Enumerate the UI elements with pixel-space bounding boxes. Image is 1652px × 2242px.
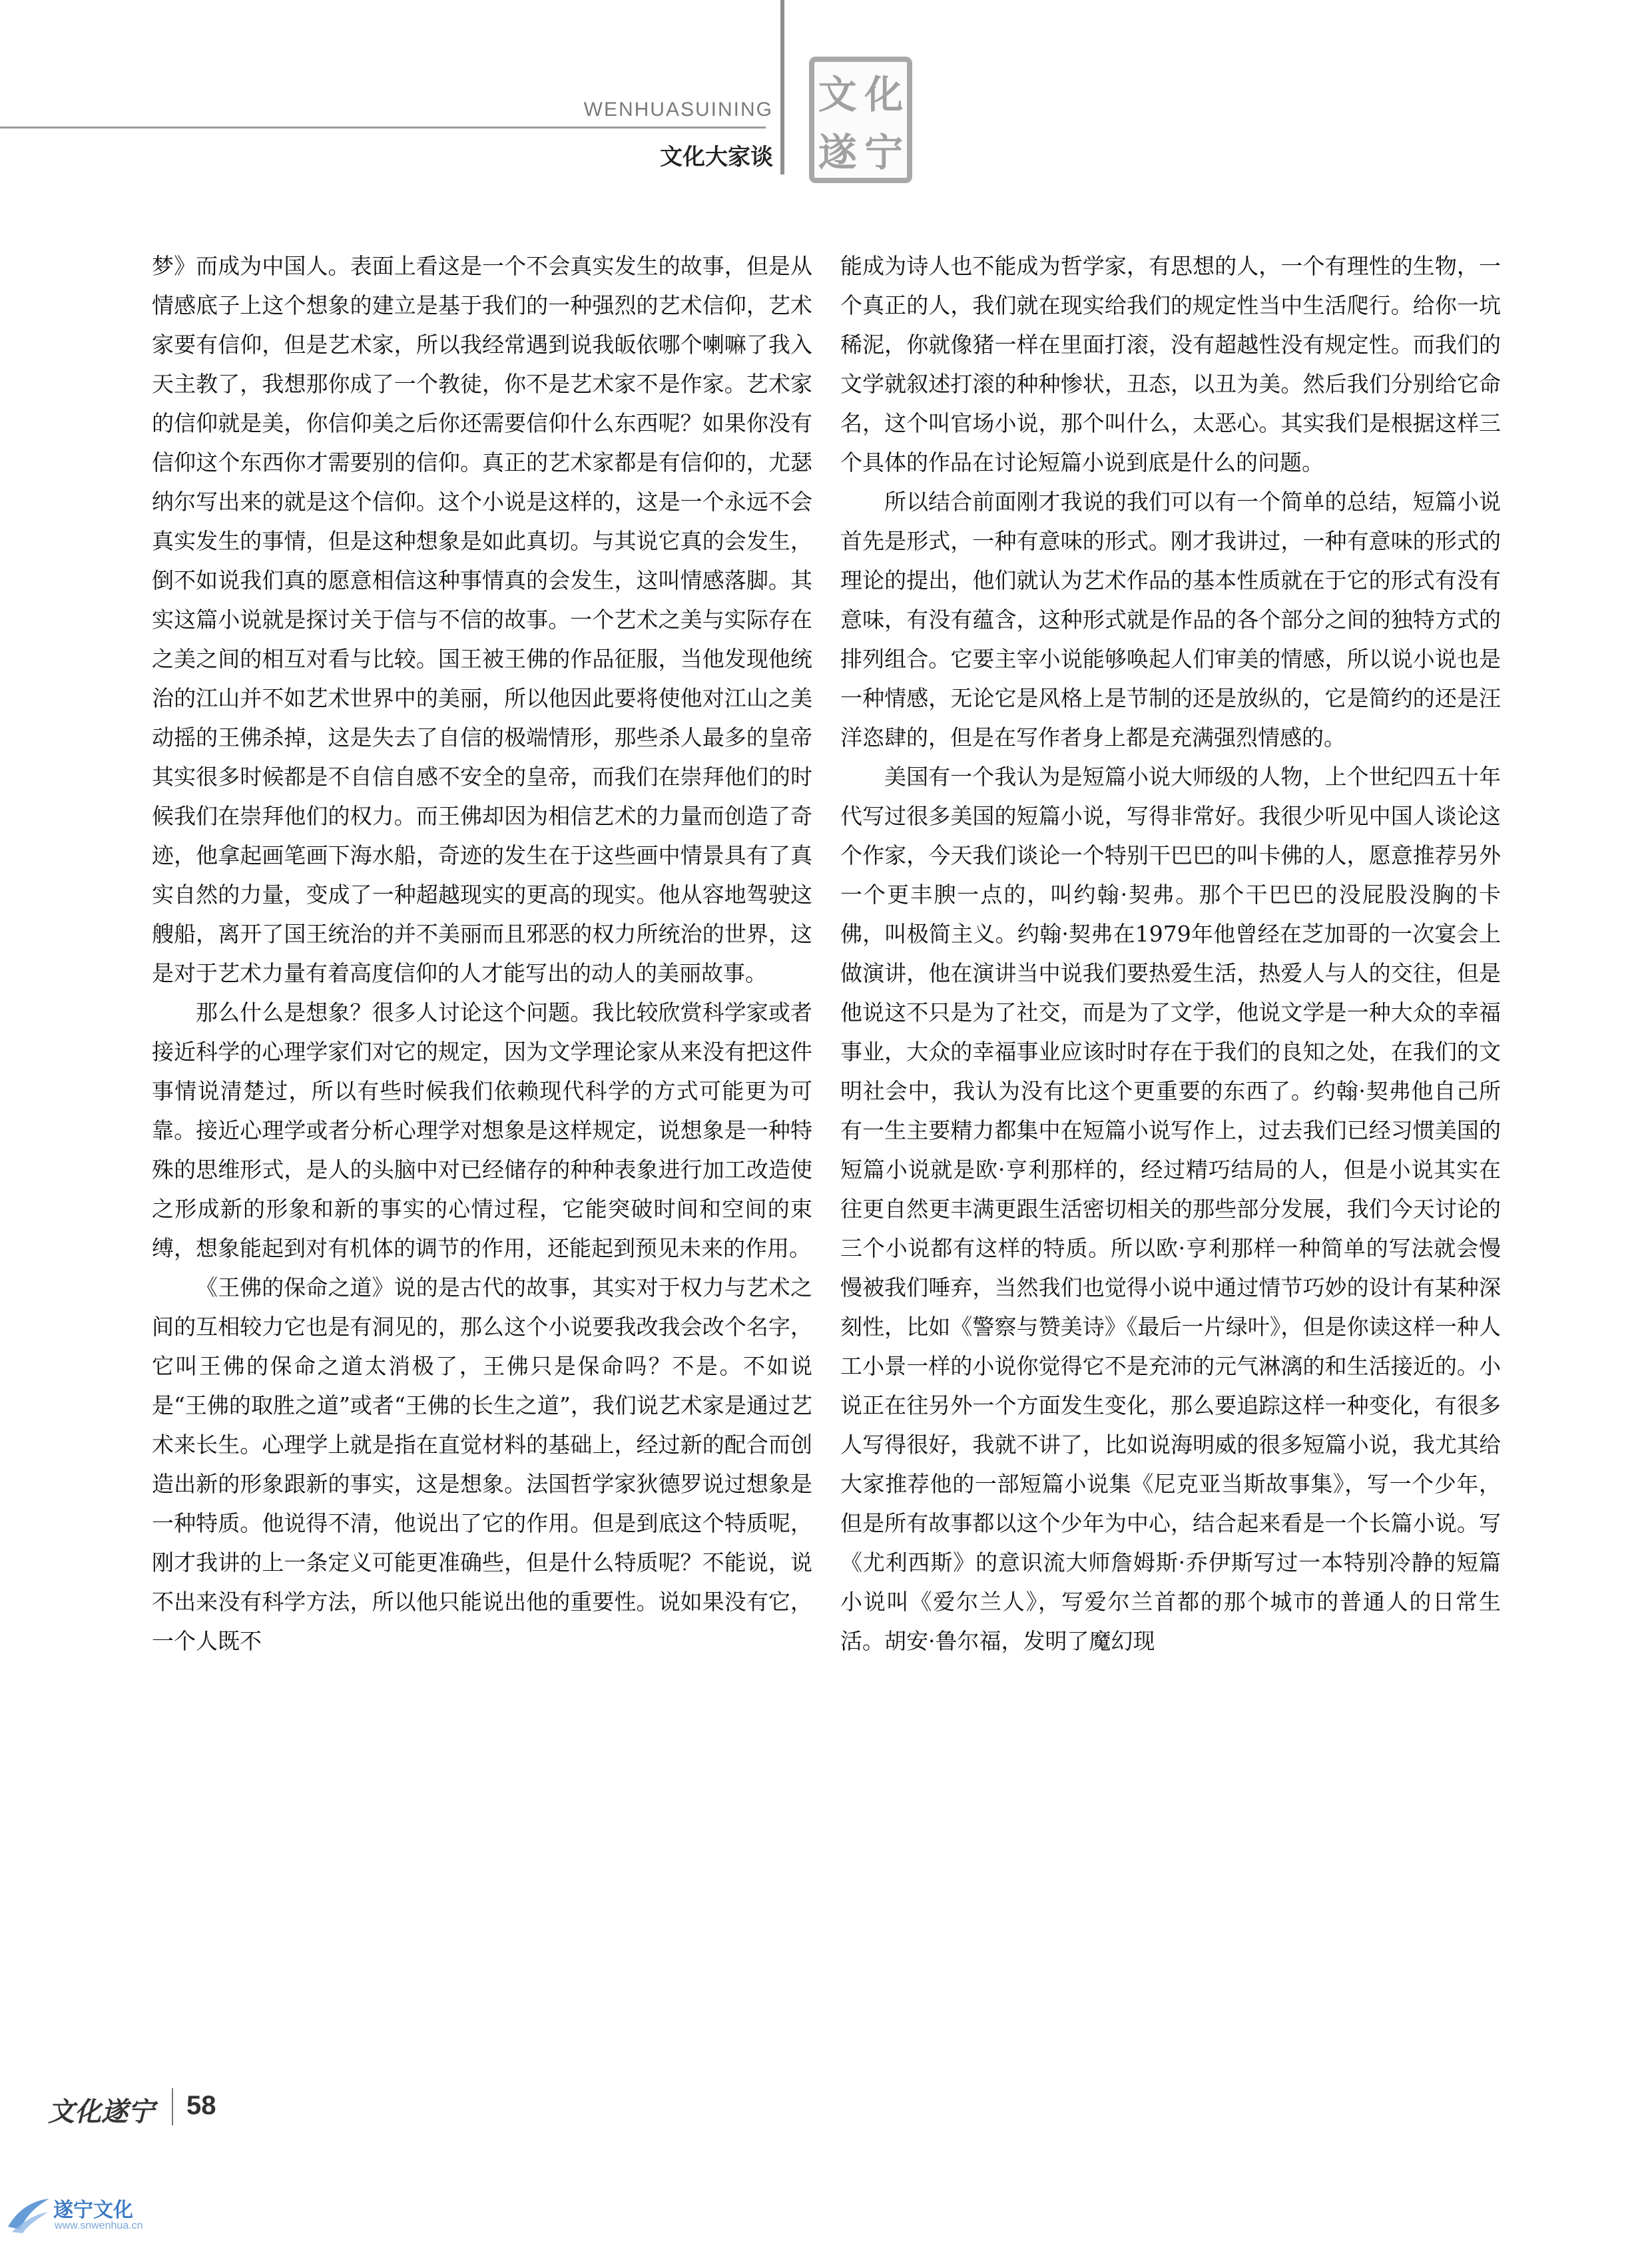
text-column-right [840,246,1501,1661]
paragraph: 《王佛的保命之道》说的是古代的故事，其实对于权力与艺术之间的互相较力它也是有洞见的，那么这个小说要我改我会改个名字，它叫王佛的保命之道太消极了，王佛只是保命吗？不是。不如说是“王佛的取胜之道”或者“王佛的长生之道”，我们说艺术家是通过艺术来长生。心理学上就是指在直觉材料的基础上，经过新的配合而创造出新的形象跟新的事实，这是想象。法国哲学家狄德罗说过想象是一种特质。他说得不清，他说出了它的作用。但是到底这个特质呢，刚才我讲的上一条定义可能更准确些，但是什么特质呢？不能说，说不出来没有科学方法，所以他只能说出他的重要性。说如果没有它，一个人既不 [152,1274,812,1654]
page-number: 58 [186,2091,216,2120]
seal-char-4: 宁 [864,129,904,175]
footer-divider [172,2088,173,2125]
watermark-url: www.snwenhua.cn [55,2220,143,2231]
paragraph: 所以结合前面刚才我说的我们可以有一个简单的总结，短篇小说首先是形式，一种有意味的形式。刚才我讲过，一种有意味的形式的理论的提出，他们就认为艺术作品的基本性质就在于它的形式有没有意味，有没有蕴含，这种形式就是作品的各个部分之间的独特方式的排列组合。它要主宰小说能够唤起人们审美的情感，所以说小说也是一种情感，无论它是风格上是节制的还是放纵的，它是简约的还是汪洋恣肆的，但是在写作者身上都是充满强烈情感的。 [840,489,1501,750]
footer-magazine-name: 文化遂宁 [48,2096,154,2127]
header-vertical-rule [780,0,784,174]
section-title: 文化大家谈 [660,144,773,170]
text-column-left [152,246,812,1661]
site-watermark [5,2191,205,2239]
seal-char-2: 化 [864,71,904,117]
watermark-name: 遂宁文化 [53,2199,133,2222]
swoosh-logo-icon [5,2195,52,2235]
paragraph: 梦》而成为中国人。表面上看这是一个不会真实发生的故事，但是从情感底子上这个想象的建立是基于我们的一种强烈的艺术信仰，艺术家要有信仰，但是艺术家，所以我经常遇到说我皈依哪个喇嘛了我入天主教了，我想那你成了一个教徒，你不是艺术家不是作家。艺术家的信仰就是美，你信仰美之后你还需要信仰什么东西呢？如果你没有信仰这个东西你才需要别的信仰。真正的艺术家都是有信仰的，尤瑟纳尔写出来的就是这个信仰。这个小说是这样的，这是一个永远不会真实发生的事情，但是这种想象是如此真切。与其说它真的会发生，倒不如说我们真的愿意相信这种事情真的会发生，这叫情感落脚。其实这篇小说就是探讨关于信与不信的故事。一个艺术之美与实际存在之美之间的相互对看与比较。国王被王佛的作品征服，当他发现他统治的江山并不如艺术世界中的美丽，所以他因此要将使他对江山之美动摇的王佛杀掉，这是失去了自信的极端情形，那些杀人最多的皇帝其实很多时候都是不自信自感不安全的皇帝，而我们在崇拜他们的时候我们在崇拜他们的权力。而王佛却因为相信艺术的力量而创造了奇迹，他拿起画笔画下海水船，奇迹的发生在于这些画中情景具有了真实自然的力量，变成了一种超越现实的更高的现实。他从容地驾驶这艘船，离开了国王统治的并不美丽而且邪恶的权力所统治的世界，这是对于艺术力量有着高度信仰的人才能写出的动人的美丽故事。 [152,253,812,986]
seal-char-3: 遂 [818,129,857,175]
paragraph: 那么什么是想象？很多人讨论这个问题。我比较欣赏科学家或者接近科学的心理学家们对它的规定，因为文学理论家从来没有把这件事情说清楚过，所以有些时候我们依赖现代科学的方式可能更为可靠。接近心理学或者分析心理学对想象是这样规定，说想象是一种特殊的思维形式，是人的头脑中对已经储存的种种表象进行加工改造使之形成新的形象和新的事实的心情过程，它能突破时间和空间的束缚，想象能起到对有机体的调节的作用，还能起到预见未来的作用。 [152,999,812,1261]
magazine-seal-logo [809,57,912,183]
magazine-english-title: WENHUASUINING [583,99,773,121]
paragraph: 美国有一个我认为是短篇小说大师级的人物，上个世纪四五十年代写过很多美国的短篇小说，写得非常好。我很少听见中国人谈论这个作家，今天我们谈论一个特别干巴巴的叫卡佛的人，愿意推荐另外一个更丰腴一点的，叫约翰·契弗。那个干巴巴的没屁股没胸的卡佛，叫极简主义。约翰·契弗在1979年他曾经在芝加哥的一次宴会上做演讲，他在演讲当中说我们要热爱生活，热爱人与人的交往，但是他说这不只是为了社交，而是为了文学，他说文学是一种大众的幸福事业，大众的幸福事业应该时时存在于我们的良知之处，在我们的文明社会中，我认为没有比这个更重要的东西了。约翰·契弗他自己所有一生主要精力都集中在短篇小说写作上，过去我们已经习惯美国的短篇小说就是欧·亨利那样的，经过精巧结局的人，但是小说其实在往更自然更丰满更跟生活密切相关的那些部分发展，我们今天讨论的三个小说都有这样的特质。所以欧·亨利那样一种简单的写法就会慢慢被我们唾弃，当然我们也觉得小说中通过情节巧妙的设计有某种深刻性，比如《警察与赞美诗》《最后一片绿叶》，但是你读这样一种人工小景一样的小说你觉得它不是充沛的元气淋漓的和生活接近的。小说正在往另外一个方面发生变化，那么要追踪这样一种变化，有很多人写得很好，我就不讲了，比如说海明威的很多短篇小说，我尤其给大家推荐他的一部短篇小说集《尼克亚当斯故事集》，写一个少年，但是所有故事都以这个少年为中心，结合起来看是一个长篇小说。写《尤利西斯》的意识流大师詹姆斯·乔伊斯写过一本特别冷静的短篇小说叫《爱尔兰人》，写爱尔兰首都的那个城市的普通人的日常生活。胡安·鲁尔福，发明了魔幻现 [840,764,1501,1654]
paragraph: 能成为诗人也不能成为哲学家，有思想的人，一个有理性的生物，一个真正的人，我们就在现实给我们的规定性当中生活爬行。给你一坑稀泥，你就像猪一样在里面打滚，没有超越性没有规定性。而我们的文学就叙述打滚的种种惨状，丑态，以丑为美。然后我们分别给它命名，这个叫官场小说，那个叫什么，太恶心。其实我们是根据这样三个具体的作品在讨论短篇小说到底是什么的问题。 [840,253,1501,475]
header-rule [0,127,766,129]
seal-char-1: 文 [818,71,857,117]
